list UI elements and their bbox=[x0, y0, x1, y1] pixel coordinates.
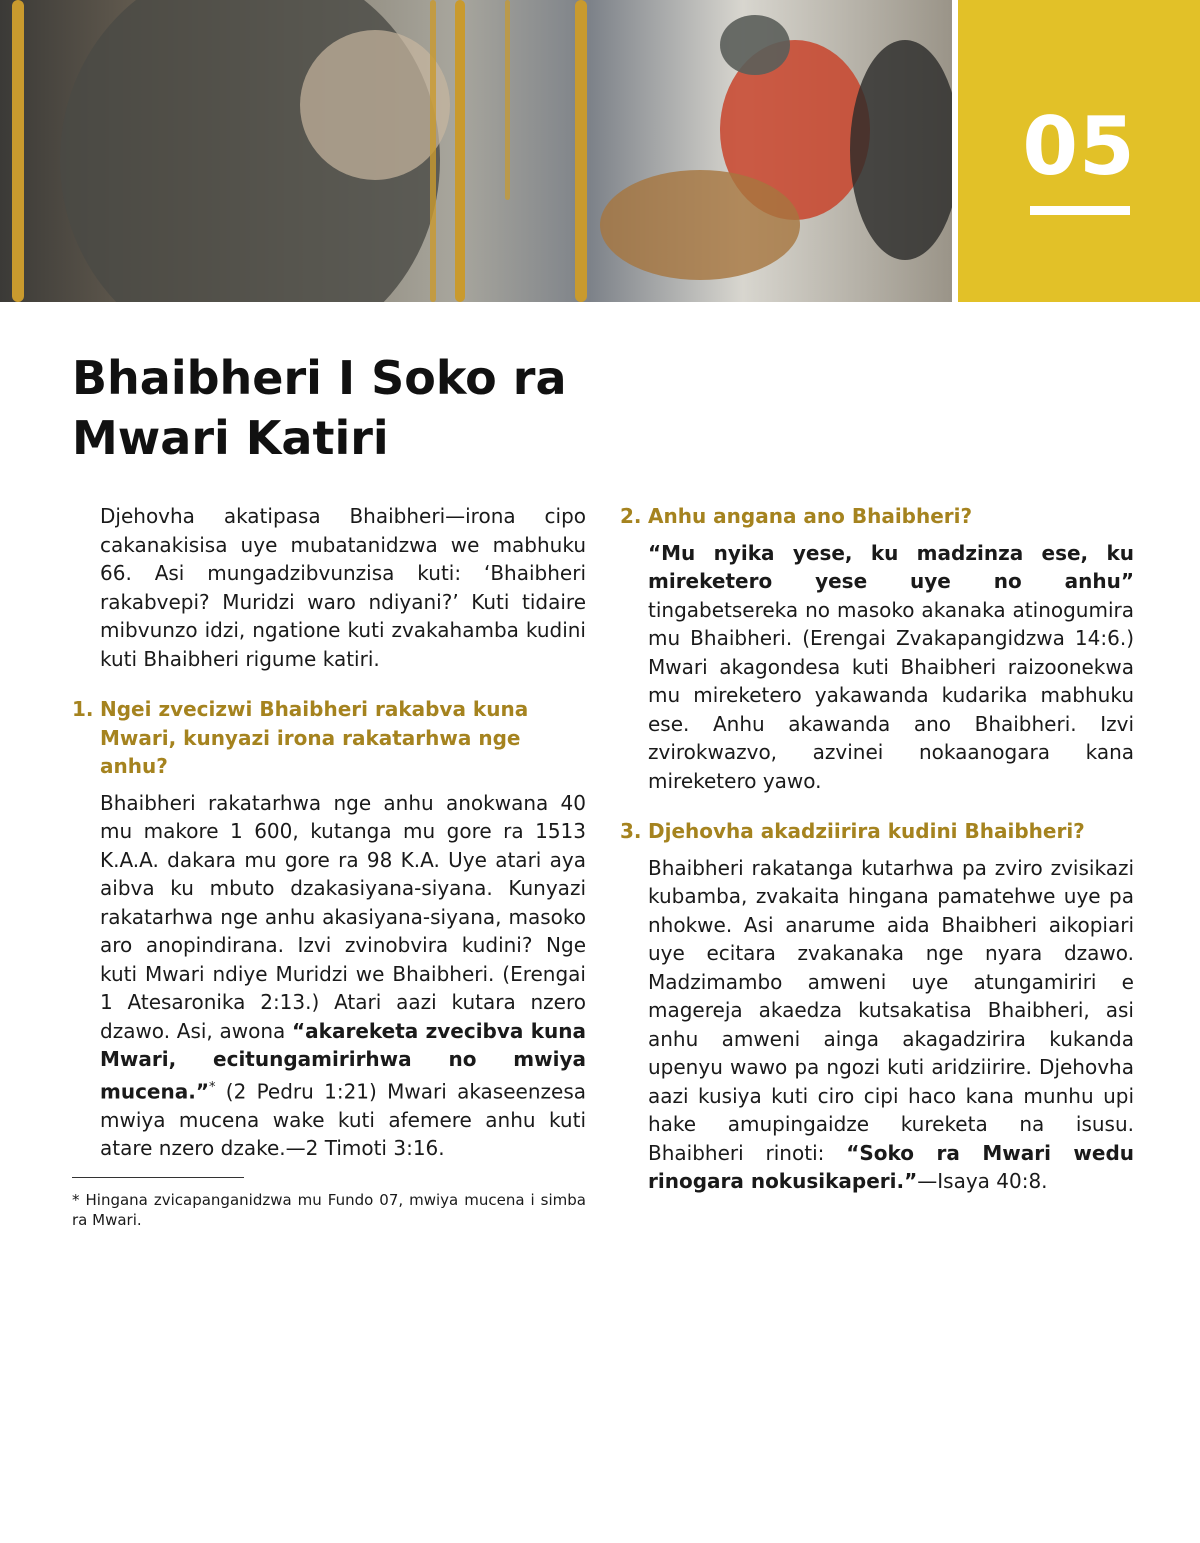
body-text: Bhaibheri rakatarhwa nge anhu anokwana 40 mu makore 1 600, kutanga mu gore ra 1513 K.A.A. dakara mu gore ra 98 K.A. Uye atari aya aibva ku mbuto dzakasiyana-siyana. Kunyazi rakatarhwa nge anhu akasiyana-siyana, masoko aro anopindirana. Izvi zvinobvira kudini? Nge kuti Mwari ndiye Muridzi we Bhaibheri. (Erengai 1 Atesaronika 2:13.) Atari aazi kutara nzero dzawo. Asi, awona bbox=[100, 790, 586, 1043]
lesson-number: 05 bbox=[1022, 100, 1136, 193]
body-text: —Isaya 40:8. bbox=[917, 1169, 1048, 1193]
photo-shape bbox=[300, 30, 450, 180]
section-3-question bbox=[620, 817, 1134, 846]
section-number: 1. bbox=[72, 697, 94, 721]
photo-shape bbox=[430, 0, 436, 302]
section-1-question bbox=[72, 695, 586, 781]
question-text: Djehovha akadziirira kudini Bhaibheri? bbox=[648, 819, 1085, 843]
right-column bbox=[620, 502, 1134, 1196]
photo-shape bbox=[505, 0, 510, 200]
photo-shape bbox=[575, 0, 587, 302]
bold-quote: “Soko ra Mwari wedu rinogara nokusikaperi.” bbox=[648, 1140, 1134, 1193]
left-column bbox=[72, 502, 586, 1230]
section-2-body bbox=[620, 539, 1134, 796]
footnote-marker[interactable]: * bbox=[208, 1079, 216, 1095]
bold-quote: “Mu nyika yese, ku madzinza ese, ku mireketero yese uye no anhu” bbox=[648, 540, 1134, 593]
intro-paragraph: Djehovha akatipasa Bhaibheri—irona cipo cakanakisisa uye mubatanidzwa we mabhuku 66. Asi mungadzibvunzisa kuti: ‘Bhaibheri rakabvepi? Muridzi waro ndiyani?’ Kuti tidaire mibvunzo idzi, ngatione kuti zvakahamba kudini kuti Bhaibheri rigume katiri. bbox=[100, 504, 586, 671]
section-1-body bbox=[72, 789, 586, 1163]
body-text: (2 Pedru 1:21) Mwari akaseenzesa mwiya mucena wake kuti afemere anhu kuti atare nzero dzake.—2 Timoti 3:16. bbox=[100, 1079, 586, 1161]
section-3-body bbox=[620, 854, 1134, 1196]
photo-shape bbox=[720, 15, 790, 75]
photo-shape bbox=[12, 0, 24, 302]
lesson-badge bbox=[958, 0, 1200, 302]
lesson-number-underline bbox=[1030, 206, 1130, 215]
photo-shape bbox=[455, 0, 465, 302]
section-2-question bbox=[620, 502, 1134, 531]
bold-quote: “akareketa zvecibva kuna Mwari, ecitungamirirhwa no mwiya mucena.” bbox=[100, 1018, 586, 1104]
photo-shape bbox=[600, 170, 800, 280]
body-text: Bhaibheri rakatanga kutarhwa pa zviro zvisikazi kubamba, zvakaita hingana pamatehwe uye pa nhokwe. Asi anarume aida Bhaibheri aikopiari uye ecitara zvakanaka nge nyara dzawo. Madzimambo amweni uye atungamiriri e magereja akaedza kutsakatisa Bhaibheri, asi anhu amweni ainga akagadzirira kukanda upenyu wawo pa ngozi kuti aridziirire. Djehovha aazi kusiya kuti ciro cipi haco kana munhu upi hake amupingaidze kureketa na isusu. Bhaibheri rinoti: bbox=[648, 855, 1134, 1165]
footnote: * Hingana zvicapanganidzwa mu Fundo 07, mwiya mucena i simba ra Mwari. bbox=[72, 1190, 586, 1229]
section-number: 3. bbox=[620, 819, 642, 843]
question-text: Anhu angana ano Bhaibheri? bbox=[648, 504, 973, 528]
question-text: Ngei zvecizwi Bhaibheri rakabva kuna Mwari, kunyazi irona rakatarhwa nge anhu? bbox=[100, 697, 529, 778]
section-number: 2. bbox=[620, 504, 642, 528]
page-title: Bhaibheri I Soko ra Mwari Katiri bbox=[72, 351, 567, 465]
body-text: tingabetsereka no masoko akanaka atinogumira mu Bhaibheri. (Erengai Zvakapangidzwa 14:6.) Mwari akagondesa kuti Bhaibheri raizoonekwa mu mireketero yakawanda kudarika mabhuku ese. Anhu akawanda ano Bhaibheri. Izvi zvirokwazvo, azvinei nokaanogara kana mireketero yawo. bbox=[648, 597, 1134, 793]
photo-shape bbox=[850, 40, 952, 260]
footnote-divider bbox=[72, 1177, 244, 1178]
hero-photo bbox=[0, 0, 952, 302]
